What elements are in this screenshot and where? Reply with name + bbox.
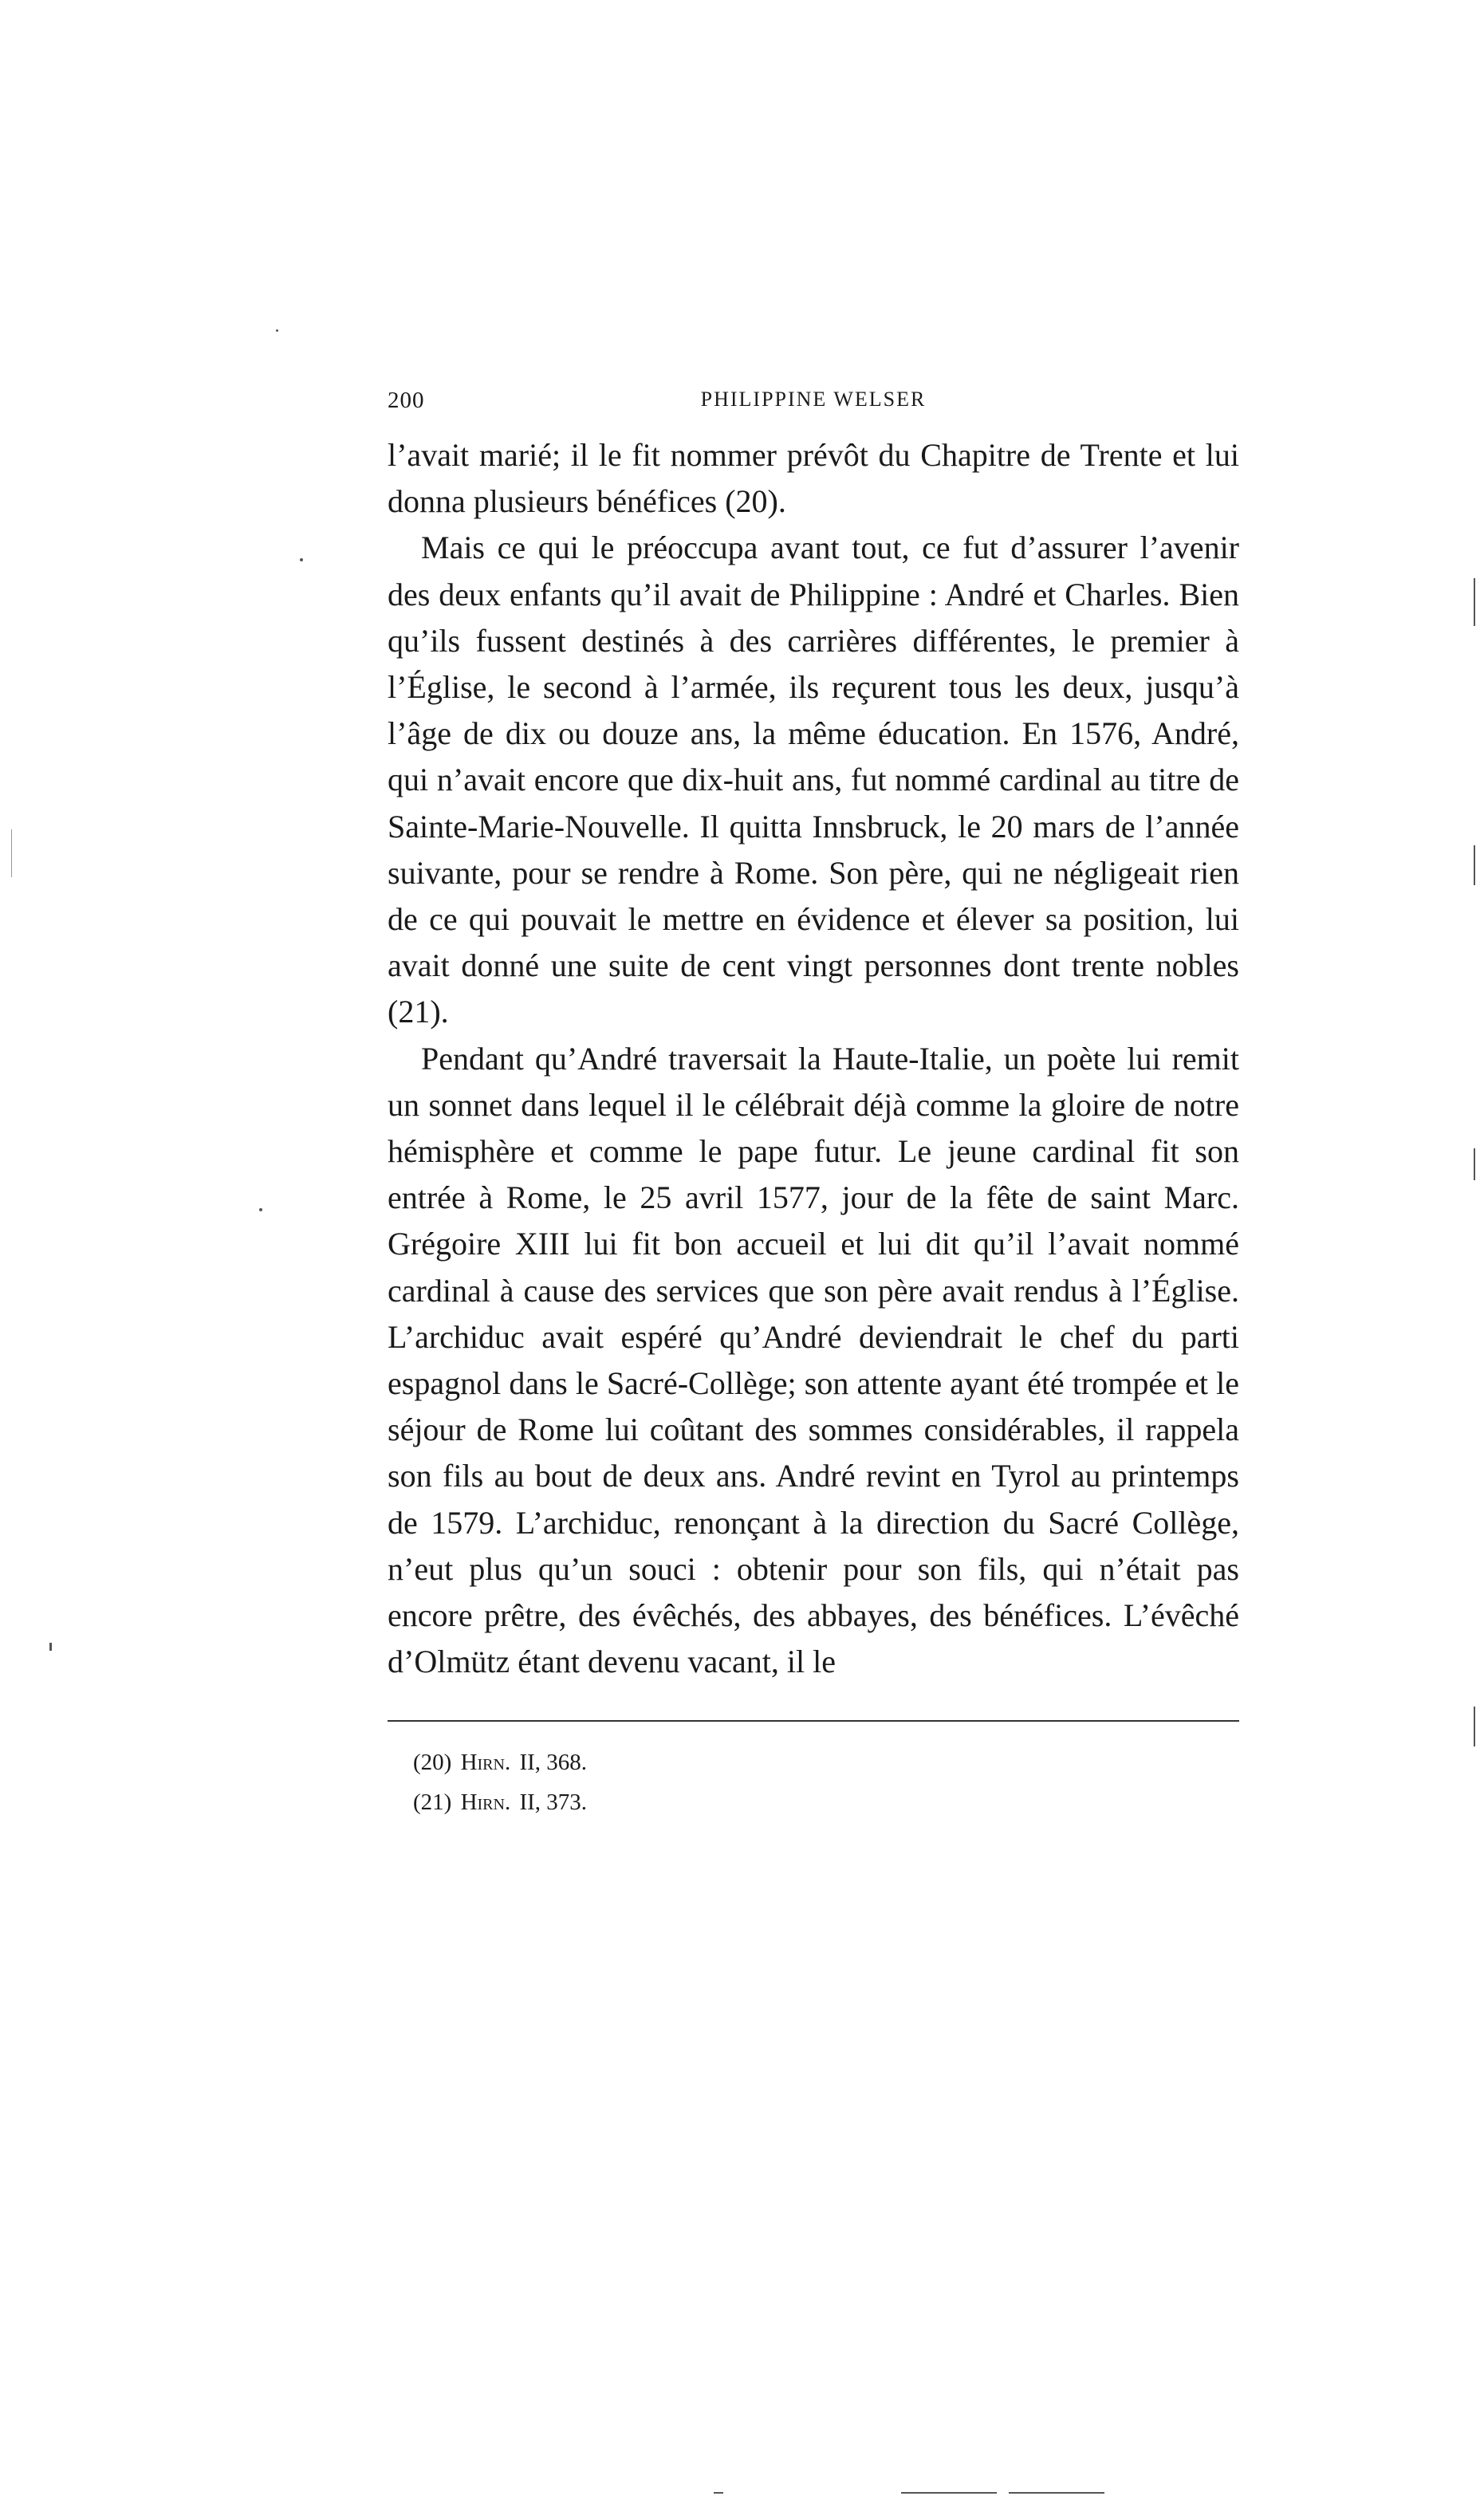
running-title: PHILIPPINE WELSER bbox=[700, 388, 927, 411]
footnote-divider bbox=[388, 1720, 1239, 1722]
scan-edge-line bbox=[1474, 1707, 1475, 1746]
paragraph-1: l’avait marié; il le fit nommer prévôt du Chapitre de Trente et lui donna plusieurs bénéfices (20). bbox=[388, 437, 1239, 520]
footnote-author: Hirn. bbox=[460, 1789, 511, 1816]
footnote-number: (20) bbox=[413, 1750, 452, 1776]
paragraph-2: Mais ce qui le préoccupa avant tout, ce fut d’assurer l’avenir des deux enfants qu’il avait de Philippine : André et Charles. Bien qu’ils fussent destinés à des carrières différentes, le premier à l’Église, le second à l’armée, ils reçurent tous les deux, jusqu’à l’âge de dix ou douze ans, la même éducation. En 1576, André, qui n’avait encore que dix-huit ans, fut nommé cardinal au titre de Sainte-Marie-Nouvelle. Il quitta Innsbruck, le 20 mars de l’année suivante, pour se rendre à Rome. Son père, qui ne négligeait rien de ce qui pouvait le mettre en évidence et élever sa position, lui avait donné une suite de cent vingt personnes dont trente nobles (21). bbox=[388, 530, 1239, 1030]
book-page bbox=[388, 375, 1239, 1822]
scan-speck bbox=[300, 558, 303, 561]
body-text bbox=[388, 432, 1239, 1685]
running-head bbox=[388, 375, 1239, 423]
scan-bottom-line bbox=[901, 2492, 997, 2494]
scan-speck bbox=[259, 1208, 262, 1211]
footnote-reference: II, 368. bbox=[519, 1750, 588, 1776]
scan-edge-line bbox=[1474, 578, 1475, 626]
page-number: 200 bbox=[388, 388, 425, 413]
footnote-20 bbox=[413, 1742, 1239, 1782]
scan-speck bbox=[49, 1643, 52, 1651]
footnotes bbox=[388, 1742, 1239, 1822]
footnote-reference: II, 373. bbox=[519, 1789, 588, 1816]
footnote-21 bbox=[413, 1782, 1239, 1822]
footnote-number: (21) bbox=[413, 1789, 452, 1816]
scan-edge-line bbox=[1474, 845, 1475, 885]
scan-speck bbox=[276, 329, 278, 332]
scan-bottom-line bbox=[714, 2492, 723, 2494]
scan-edge-line bbox=[11, 829, 12, 877]
paragraph-3: Pendant qu’André traversait la Haute-Italie, un poète lui remit un sonnet dans lequel il le célébrait déjà comme la gloire de notre hémisphère et comme le pape futur. Le jeune cardinal fit son entrée à Rome, le 25 avril 1577, jour de la fête de saint Marc. Grégoire XIII lui fit bon accueil et lui dit qu’il l’avait nommé cardinal à cause des services que son père avait rendus à l’Église. L’archiduc avait espéré qu’André deviendrait le chef du parti espagnol dans le Sacré-Collège; son attente ayant été trompée et le séjour de Rome lui coûtant des sommes considérables, il rappela son fils au bout de deux ans. André revint en Tyrol au printemps de 1579. L’archiduc, renonçant à la direction du Sacré Collège, n’eut plus qu’un souci : obtenir pour son fils, qui n’était pas encore prêtre, des évêchés, des abbayes, des bénéfices. L’évêché d’Olmütz étant devenu vacant, il le bbox=[388, 1040, 1239, 1680]
footnote-author: Hirn. bbox=[460, 1750, 511, 1776]
scan-edge-line bbox=[1474, 1148, 1475, 1180]
scan-bottom-line bbox=[1009, 2492, 1104, 2494]
